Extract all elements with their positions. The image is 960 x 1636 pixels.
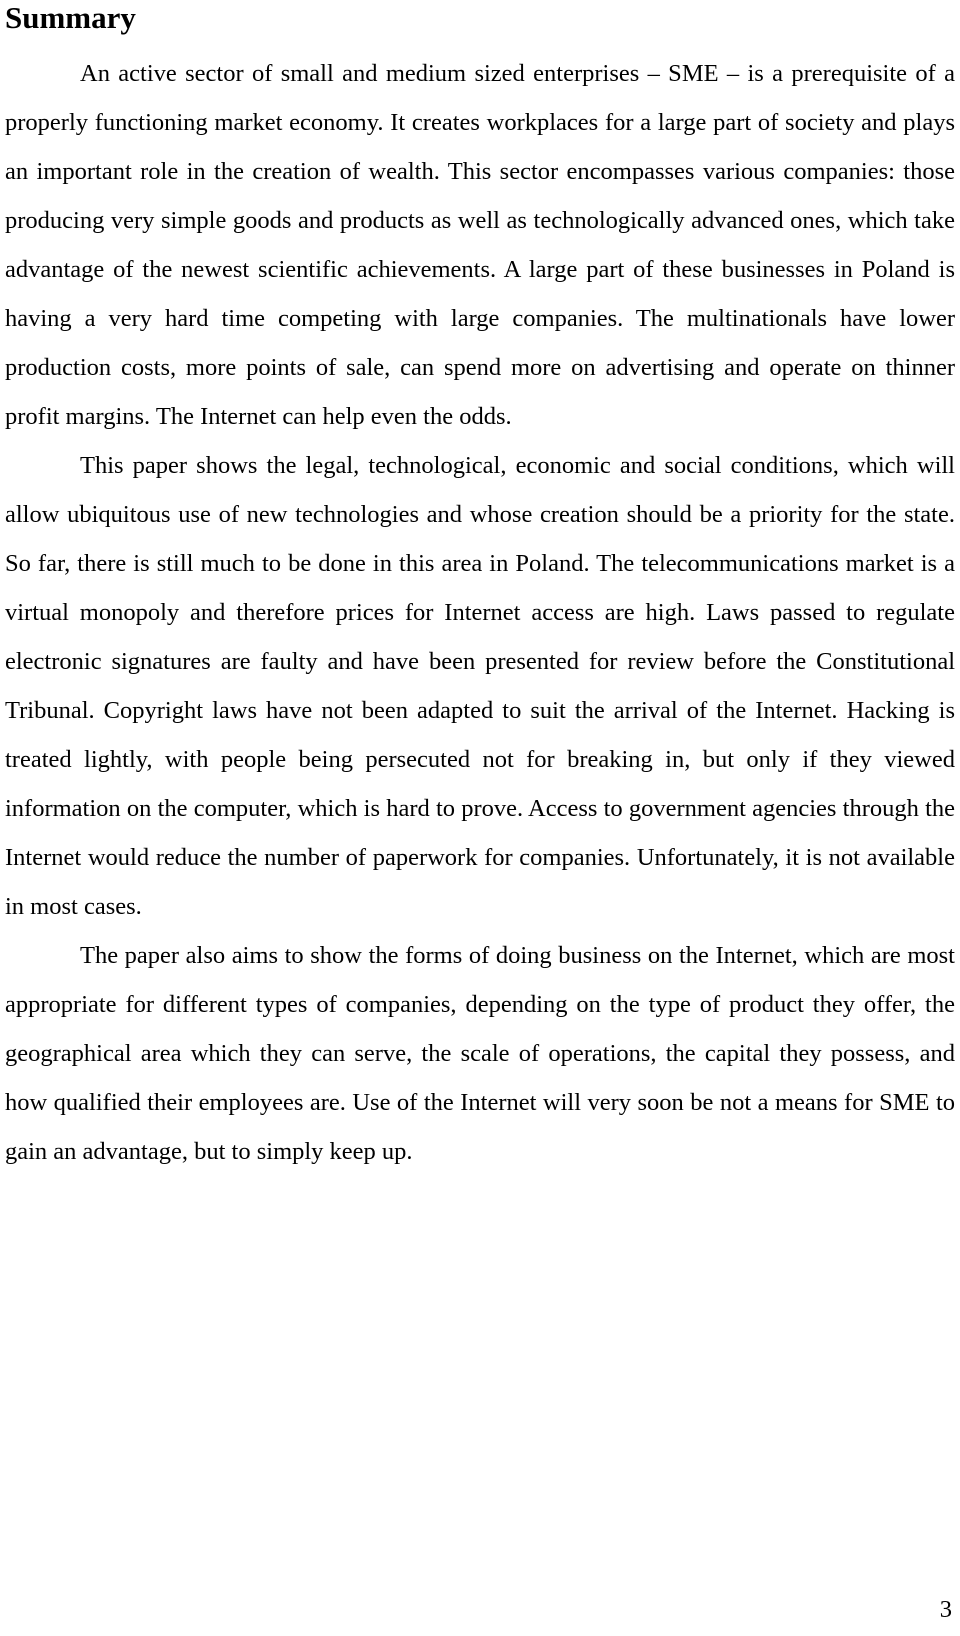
page-number: 3 — [939, 1596, 952, 1623]
paragraph-2: This paper shows the legal, technological, economic and social conditions, which will allow ubiquitous use of new technologies and whose creation should be a priority for the state. So far, there is still much to be done in this area in Poland. The telecommunications market is a virtual monopoly and therefore prices for Internet access are high. Laws passed to regulate electronic signatures are faulty and have been presented for review before the Constitutional Tribunal. Copyright laws have not been adapted to suit the arrival of the Internet. Hacking is treated lightly, with people being persecuted not for breaking in, but only if they viewed information on the computer, which is hard to prove. Access to government agencies through the Internet would reduce the number of paperwork for companies. Unfortunately, it is not available in most cases. — [5, 452, 955, 920]
section-heading: Summary — [5, 0, 136, 35]
paragraph-1: An active sector of small and medium sized enterprises – SME – is a prerequisite of a properly functioning market economy. It creates workplaces for a large part of society and plays an important role in the creation of wealth. This sector encompasses various companies: those producing very simple goods and products as well as technologically advanced ones, which take advantage of the newest scientific achievements. A large part of these businesses in Poland is having a very hard time competing with large companies. The multinationals have lower production costs, more points of sale, can spend more on advertising and operate on thinner profit margins. The Internet can help even the odds. — [5, 60, 955, 430]
page-content — [5, 0, 955, 1176]
paragraph-3: The paper also aims to show the forms of doing business on the Internet, which are most appropriate for different types of companies, depending on the type of product they offer, the geographical area which they can serve, the scale of operations, the capital they possess, and how qualified their employees are. Use of the Internet will very soon be not a means for SME to gain an advantage, but to simply keep up. — [5, 942, 955, 1165]
